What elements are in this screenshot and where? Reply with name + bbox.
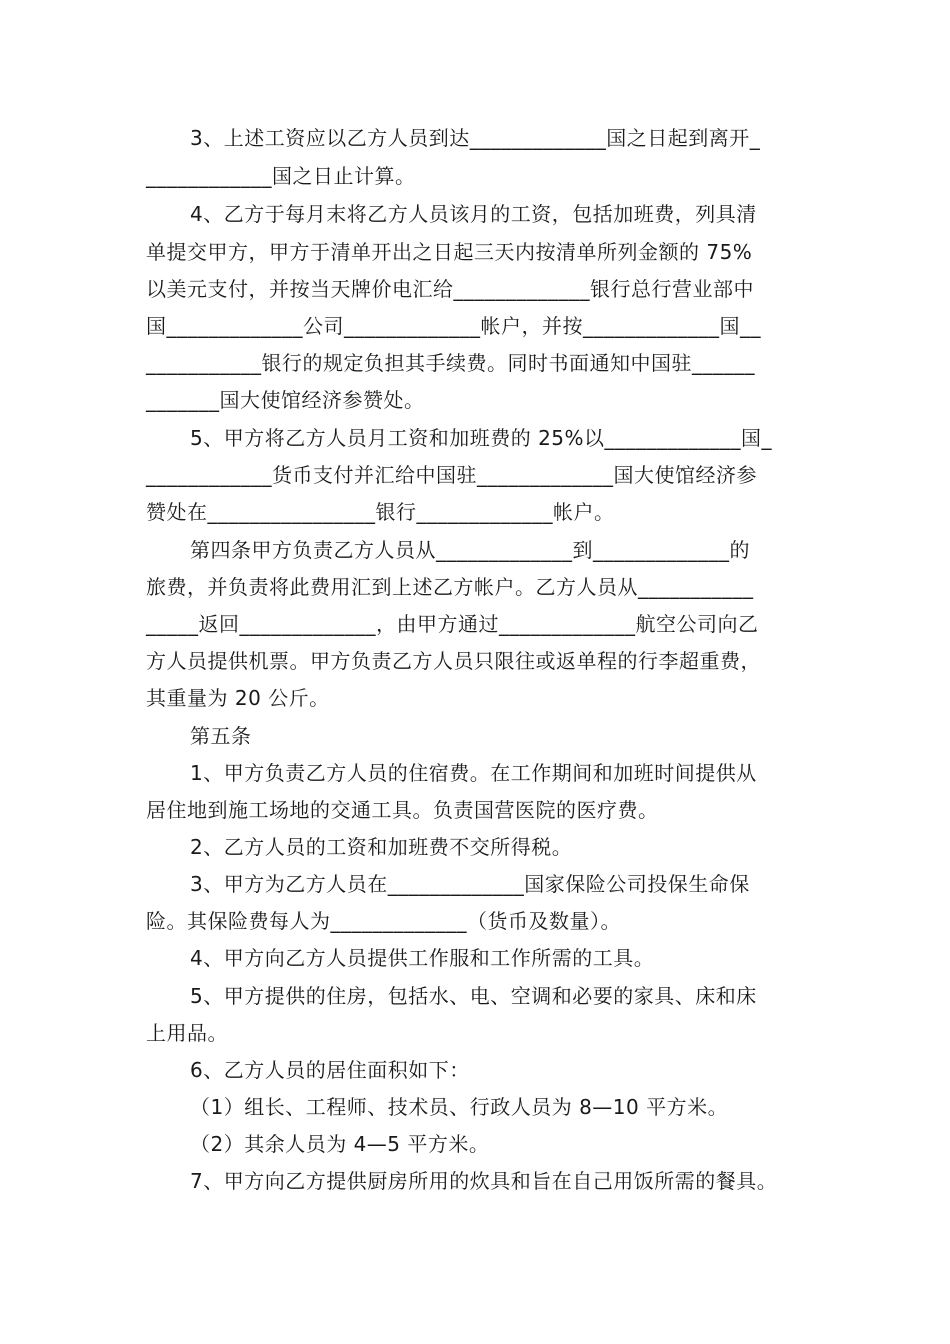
text-line: （2）其余人员为 4—5 平方米。 (190, 1132, 490, 1156)
text-line: 单提交甲方，甲方于清单开出之日起三天内按清单所列金额的 75% (146, 240, 753, 264)
text-line: 上用品。 (146, 1021, 228, 1045)
text-line: 3、甲方为乙方人员在_____________国家保险公司投保生命保 (190, 872, 750, 896)
text-line: 7、甲方向乙方提供厨房所用的炊具和旨在自己用饭所需的餐具。 (190, 1169, 778, 1193)
text-line: 险。其保险费每人为_____________（货币及数量）。 (146, 909, 621, 933)
text-line: 1、甲方负责乙方人员的住宿费。在工作期间和加班时间提供从 (190, 761, 757, 785)
text-line: 以美元支付，并按当天牌价电汇给_____________银行总行营业部中 (146, 277, 754, 301)
text-line: 第四条甲方负责乙方人员从_____________到_____________的 (190, 538, 750, 562)
section-heading: 第五条 (190, 724, 252, 748)
text-line: _______国大使馆经济参赞处。 (146, 388, 425, 412)
text-line: （1）组长、工程师、技术员、行政人员为 8—10 平方米。 (190, 1095, 729, 1119)
text-line: 2、乙方人员的工资和加班费不交所得税。 (190, 835, 573, 859)
text-line: 国_____________公司_____________帐户，并按_____________国__ (146, 314, 761, 338)
text-line: 3、上述工资应以乙方人员到达_____________国之日起到离开_ (190, 126, 761, 150)
text-line: ___________银行的规定负担其手续费。同时书面通知中国驻______ (146, 351, 755, 375)
text-line: ____________货币支付并汇给中国驻_____________国大使馆经济参 (146, 463, 757, 487)
text-line: 方人员提供机票。甲方负责乙方人员只限往或返单程的行李超重费， (146, 649, 761, 673)
text-line: 5、甲方提供的住房，包括水、电、空调和必要的家具、床和床 (190, 984, 757, 1008)
text-line: 其重量为 20 公斤。 (146, 686, 330, 710)
text-line: 居住地到施工场地的交通工具。负责国营医院的医疗费。 (146, 798, 659, 822)
text-line: 旅费，并负责将此费用汇到上述乙方帐户。乙方人员从___________ (146, 575, 754, 599)
text-line: 4、乙方于每月末将乙方人员该月的工资，包括加班费，列具清 (190, 202, 757, 226)
text-line: 5、甲方将乙方人员月工资和加班费的 25%以_____________国_ (190, 426, 773, 450)
text-line: 6、乙方人员的居住面积如下： (190, 1058, 470, 1082)
text-line: 赞处在________________银行_____________帐户。 (146, 500, 615, 524)
text-line: ____________国之日止计算。 (146, 164, 416, 188)
text-line: _____返回_____________，由甲方通过_____________航空公司向乙 (146, 612, 759, 636)
text-line: 4、甲方向乙方人员提供工作服和工作所需的工具。 (190, 946, 655, 970)
